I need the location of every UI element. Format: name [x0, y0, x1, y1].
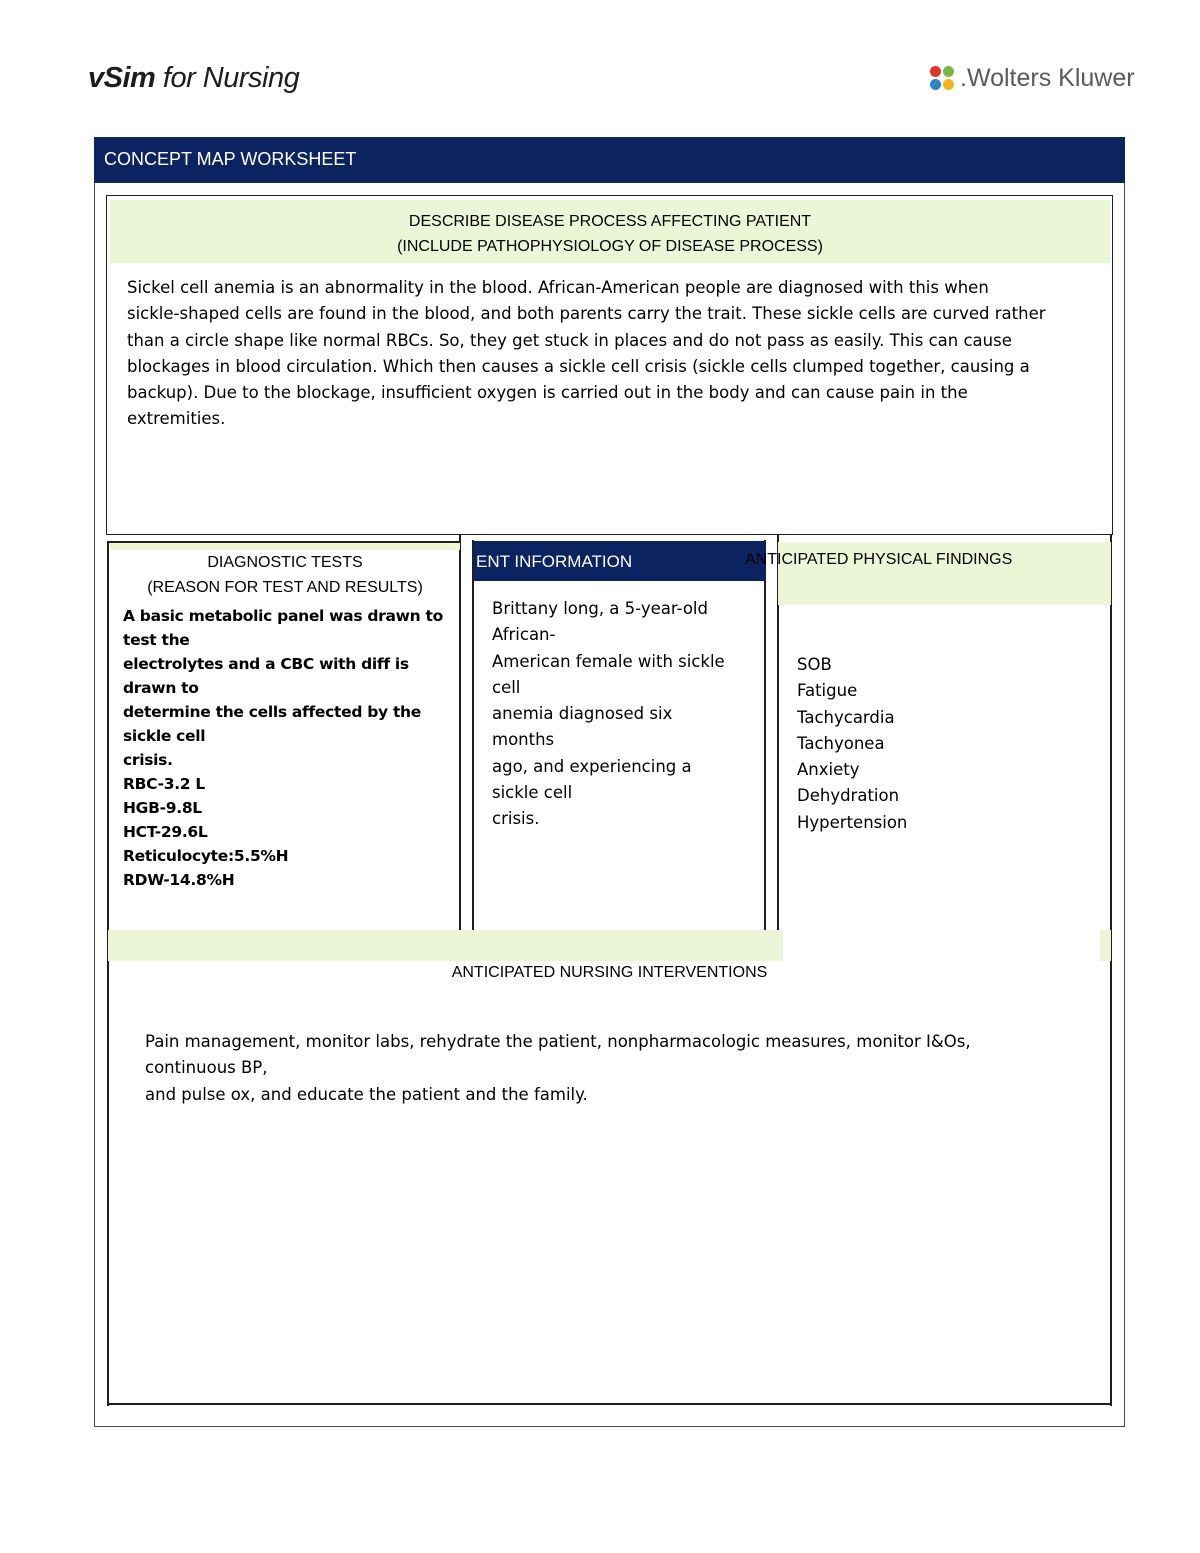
disease-heading-line1: DESCRIBE DISEASE PROCESS AFFECTING PATIENT — [408, 213, 812, 230]
text-line: cell — [492, 677, 521, 697]
disease-process-text — [127, 275, 1102, 433]
finding-item: Dehydration — [797, 786, 900, 806]
lab-result: RDW-14.8%H — [123, 871, 235, 889]
disease-heading-line2: (INCLUDE PATHOPHYSIOLOGY OF DISEASE PROCESS) — [397, 238, 823, 255]
finding-item: Hypertension — [797, 812, 908, 832]
bottom-border — [107, 1403, 1112, 1405]
text-line: sickle-shaped cells are found in the blood, and both parents carry the trait. These sickle cells are curved rather — [127, 304, 1046, 324]
text-line: crisis. — [492, 809, 540, 829]
text-line: continuous BP, — [145, 1058, 268, 1078]
diagnostic-heading-line1: DIAGNOSTIC TESTS — [207, 554, 363, 571]
worksheet-title: CONCEPT MAP WORKSHEET — [104, 149, 357, 169]
patient-information-heading: ENT INFORMATION — [476, 552, 633, 571]
finding-item: Tachyonea — [797, 733, 885, 753]
publisher-dot: . — [960, 63, 967, 92]
text-line: anemia diagnosed six — [492, 704, 673, 724]
finding-item: Fatigue — [797, 681, 858, 701]
text-line: drawn to — [123, 679, 199, 697]
text-line: American female with sickle — [492, 651, 725, 671]
text-line: ago, and experiencing a — [492, 756, 692, 776]
lab-result: HCT-29.6L — [123, 823, 208, 841]
text-line: crisis. — [123, 751, 173, 769]
publisher-name: Wolters Kluwer — [966, 63, 1135, 92]
brand-prefix: vSim — [88, 62, 156, 94]
text-line: sickle cell — [123, 727, 206, 745]
text-line: determine the cells affected by the — [123, 703, 421, 721]
nursing-interventions-header-strip — [1100, 930, 1111, 961]
finding-item: Tachycardia — [797, 707, 895, 727]
text-line: test the — [123, 631, 190, 649]
text-line: African- — [492, 625, 556, 645]
text-line: Pain management, monitor labs, rehydrate the patient, nonpharmacologic measures, monitor I&Os, — [145, 1032, 971, 1051]
text-line: sickle cell — [492, 783, 573, 803]
diagnostic-tests-header — [110, 543, 460, 550]
text-line: and pulse ox, and educate the patient and the family. — [145, 1084, 588, 1104]
text-line: blockages in blood circulation. Which then causes a sickle cell crisis (sickle cells clumped together, causing a — [127, 356, 1030, 376]
lab-result: RBC-3.2 L — [123, 775, 205, 793]
globe-icon — [928, 64, 956, 92]
lab-result: Reticulocyte:5.5%H — [123, 847, 289, 865]
wolters-kluwer-logo — [928, 60, 1135, 96]
text-line: Brittany long, a 5-year-old — [492, 599, 708, 618]
text-line: months — [492, 730, 555, 750]
vsim-brand-logo — [88, 62, 299, 95]
diagnostic-heading-line2: (REASON FOR TEST AND RESULTS) — [147, 579, 423, 596]
column-divider-3 — [764, 540, 766, 931]
text-line: A basic metabolic panel was drawn to — [123, 607, 443, 625]
text-line: backup). Due to the blockage, insufficient oxygen is carried out in the body and can cause pain in the — [127, 383, 968, 403]
disease-process-heading — [110, 209, 1110, 259]
diagnostic-tests-heading — [110, 550, 460, 600]
physical-findings-list — [797, 652, 1097, 836]
physical-findings-heading: ANTICIPATED PHYSICAL FINDINGS — [745, 551, 1013, 568]
nursing-interventions-header — [108, 930, 783, 961]
diagnostic-tests-text — [123, 604, 443, 892]
brand-suffix: for Nursing — [155, 62, 300, 94]
text-line: than a circle shape like normal RBCs. So, they get stuck in places and do not pass as easily. This can cause — [127, 330, 1012, 350]
lab-result: HGB-9.8L — [123, 799, 202, 817]
nursing-interventions-text — [145, 1029, 1075, 1108]
text-line: extremities. — [127, 409, 226, 429]
finding-item: Anxiety — [797, 760, 860, 780]
patient-information-text — [492, 596, 747, 833]
nursing-interventions-heading: ANTICIPATED NURSING INTERVENTIONS — [451, 964, 768, 981]
column-divider-2 — [472, 540, 474, 931]
finding-item: SOB — [797, 655, 832, 674]
text-line: electrolytes and a CBC with diff is — [123, 655, 409, 673]
text-line: Sickel cell anemia is an abnormality in the blood. African-American people are diagnosed with this when — [127, 278, 989, 297]
